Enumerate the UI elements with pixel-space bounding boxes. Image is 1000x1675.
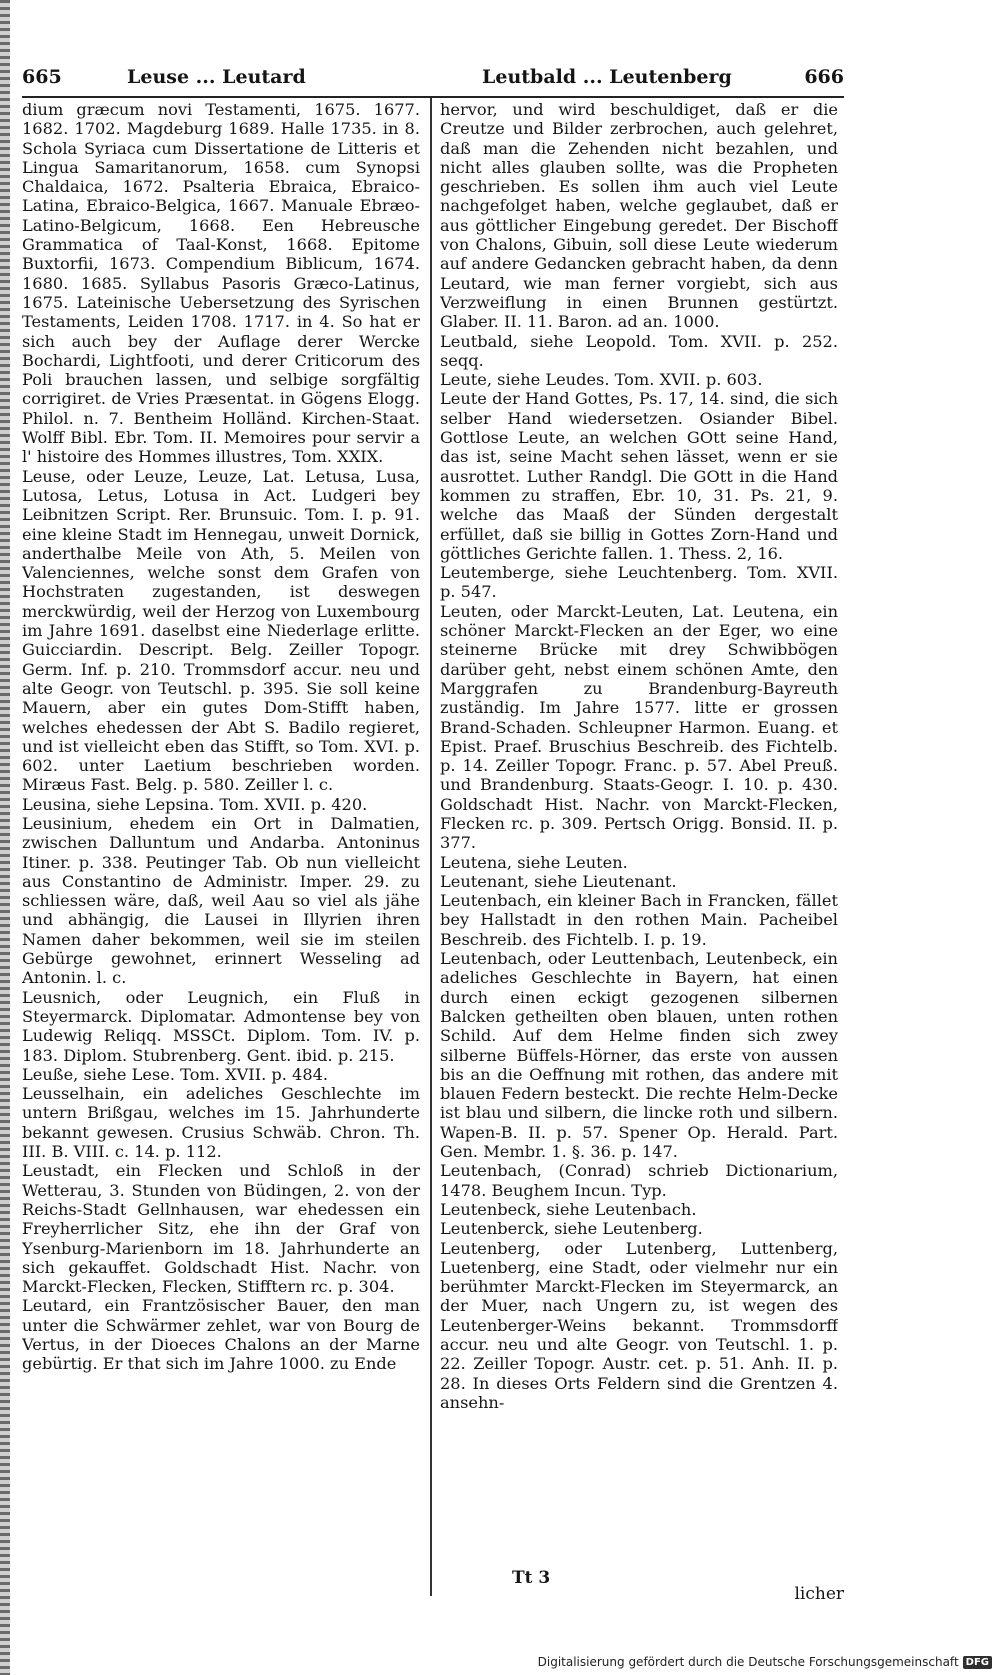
footer-text: Digitalisierung gefördert durch die Deutsche Forschungsgemeinschaft xyxy=(537,1655,959,1669)
catchword: licher xyxy=(794,1584,844,1604)
entry-text: Leutenbeck, siehe Leutenbach. xyxy=(440,1199,697,1219)
entry-text: Leute der Hand Gottes, Ps. 17, 14. sind, die sich selber Hand wiedersetzen. Osiander Bibel. Gottlose Leute, an welchen GOtt seine Hand, das ist, seine Macht sehen lässet, wenn er sie ausrottet. Luther Randgl. Die GOtt in die Hand kommen zu straffen, Ebr. 10, 31. Ps. 21, 9. welche das Maaß der Sünden dergestalt erfüllet, daß sie billig in Gottes Zorn-Hand und göttliches Gerichte fallen. 1. Thess. 2, 16. xyxy=(440,389,838,563)
page-number-left: 665 xyxy=(22,66,62,88)
entry-text: Leuse, oder Leuze, Leuze, Lat. Letusa, Lusa, Lutosa, Letus, Lotusa in Act. Ludgeri bey Leibnitzen Script. Rer. Brunsuic. Tom. I. p. 91. eine kleine Stadt im Hennegau, unweit Dornick, anderthalbe Meile von Ath, 5. Meilen von Valenciennes, welche sonst dem Grafen von Hochstraten zugestanden, ist deswegen merckwürdig, weil der Herzog von Luxembourg im Jahre 1691. daselbst eine Niederlage erlitte. Guicciardin. Descript. Belg. Zeiller Topogr. Germ. Inf. p. 210. Trommsdorf accur. neu und alte Geogr. von Teutschl. p. 395. Sie soll keine Mauern, aber ein gutes Dom-Stifft haben, welches ehedessen der Abt S. Badilo regieret, und ist vielleicht eben das Stifft, so Tom. XVI. p. 602. unter Laetium beschrieben worden. Miræus Fast. Belg. p. 580. Zeiller l. c. xyxy=(22,466,420,795)
scan-edge xyxy=(0,0,10,1675)
entry-text: Leuten, oder Marckt-Leuten, Lat. Leutena, ein schöner Marckt-Flecken an der Eger, wo eine steinerne Brücke mit drey Schwibbögen darüber geht, nebst einem schönen Amte, den Marggrafen zu Brandenburg-Bayreuth zuständig. Im Jahre 1577. litte er grossen Brand-Schaden. Schleupner Harmon. Euang. et Epist. Praef. Bruschius Beschreib. des Fichtelb. p. 14. Zeiller Topogr. Franc. p. 57. Abel Preuß. und Brandenburg. Staats-Geogr. I. 10. p. 430. Goldschadt Hist. Nachr. von Marckt-Flecken, Flecken rc. p. 309. Pertsch Origg. Bonsid. II. p. 377. xyxy=(440,601,838,853)
header-keywords-left: Leuse ... Leutard xyxy=(127,66,306,88)
dfg-logo: DFG xyxy=(963,1656,992,1669)
column-divider xyxy=(430,98,432,1596)
entry-text: Leutard, ein Frantzösischer Bauer, den man unter die Schwärmer zehlet, war von Bourg de Vertus, in der Dioeces Chalons an der Marne gebürtig. Er that sich im Jahre 1000. zu Ende xyxy=(22,1296,420,1374)
left-column xyxy=(22,100,420,1600)
entry-text: Leutemberge, siehe Leuchtenberg. Tom. XVII. p. 547. xyxy=(440,563,838,602)
entry-text: Leutbald, siehe Leopold. Tom. XVII. p. 252. seqq. xyxy=(440,331,838,370)
entry-text: Leuße, siehe Lese. Tom. XVII. p. 484. xyxy=(22,1064,329,1084)
entry-text: Leusina, siehe Lepsina. Tom. XVII. p. 420. xyxy=(22,794,368,814)
running-header xyxy=(22,60,844,100)
entry-text: Leutenant, siehe Lieutenant. xyxy=(440,871,677,891)
entry-text: Leustadt, ein Flecken und Schloß in der Wetterau, 3. Stunden von Büdingen, 2. von der Reichs-Stadt Gellnhausen, war ehedessen ein Freyherrlicher Sitz, ehe ihn der Graf von Ysenburg-Marienborn im 18. Jahrhunderte an sich gekauffet. Goldschadt Hist. Nachr. von Marckt-Flecken, Flecken, Stifftern rc. p. 304. xyxy=(22,1161,420,1297)
entry-text: Leusnich, oder Leugnich, ein Fluß in Steyermarck. Diplomatar. Admontense bey von Ludewig Reliqq. MSSCt. Diplom. Tom. IV. p. 183. Diplom. Stubrenberg. Gent. ibid. p. 215. xyxy=(22,987,420,1065)
header-keywords-right: Leutbald ... Leutenberg xyxy=(482,66,732,88)
entry-text: Leutenbach, (Conrad) schrieb Dictionarium, 1478. Beughem Incun. Typ. xyxy=(440,1161,838,1200)
entry-text: Leutenberg, oder Lutenberg, Luttenberg, Luetenberg, eine Stadt, oder vielmehr nur ein berühmter Marckt-Flecken im Steyermarck, an der Muer, nach Ungern zu, ist wegen des Leutenberger-Weins bekannt. Trommsdorff accur. neu und alte Geogr. von Teutschl. 1. p. 22. Zeiller Topogr. Austr. cet. p. 51. Anh. II. p. 28. In dieses Orts Feldern sind die Grentzen 4. ansehn- xyxy=(440,1238,838,1412)
page-number-right: 666 xyxy=(804,66,844,88)
right-column xyxy=(440,100,838,1600)
entry-text: hervor, und wird beschuldiget, daß er die Creutze und Bilder zerbrochen, auch gelehret, daß man die Zehenden nicht bezahlen, und nicht alles glauben sollte, was die Propheten geschrieben. Es sollen ihm auch viel Leute nachgefolget haben, welche geglaubet, daß er aus göttlicher Eingebung geredet. Der Bischoff von Chalons, Gibuin, soll diese Leute wiederum auf andere Gedancken gebracht haben, da denn Leutard, wie man ferner vorgiebt, sich aus Verzweiflung in einen Brunnen gestürtzt. Glaber. II. 11. Baron. ad an. 1000. xyxy=(440,100,838,332)
entry-text: Leutenbach, oder Leuttenbach, Leutenbeck, ein adeliches Geschlechte in Bayern, hat einen durch einen eckigt gezogenen silbernen Balcken getheilten oben blauen, unten rothen Schild. Auf dem Helme finden sich zwey silberne Büffels-Hörner, das erste von aussen bis an die Oeffnung mit rothen, das andere mit blauen Federn besteckt. Die rechte Helm-Decke ist blau und silbern, die lincke roth und silbern. Wapen-B. II. p. 57. Spener Op. Herald. Part. Gen. Membr. 1. §. 36. p. 147. xyxy=(440,949,838,1162)
header-rule xyxy=(22,96,844,98)
entry-text: dium græcum novi Testamenti, 1675. 1677. 1682. 1702. Magdeburg 1689. Halle 1735. in 8. Schola Syriaca cum Dissertatione de Litteris et Lingua Samaritanorum, 1658. cum Synopsi Chaldaica, 1672. Psalteria Ebraica, Ebraico-Latina, Ebraico-Belgica, 1667. Manuale Ebræo-Latino-Belgicum, 1668. Een Hebreusche Grammatica of Taal-Konst, 1668. Epitome Buxtorfii, 1673. Compendium Biblicum, 1674. 1680. 1685. Syllabus Pasoris Græco-Latinus, 1675. Lateinische Uebersetzung des Syrischen Testaments, Leiden 1708. 1717. in 4. So hat er sich auch bey der Auflage derer Wercke Bochardi, Lightfooti, und derer Criticorum des Poli brauchen lassen, und selbige sorgfältig corrigiret. de Vries Præsentat. in Gögens Elogg. Philol. n. 7. Bentheim Holländ. Kirchen-Staat. Wolff Bibl. Ebr. Tom. II. Memoires pour servir a l' histoire des Hommes illustres, Tom. XXIX. xyxy=(22,100,420,467)
entry-text: Leusselhain, ein adeliches Geschlechte im untern Brißgau, welches im 15. Jahrhunderte bekannt gewesen. Crusius Schwäb. Chron. Th. III. B. VIII. c. 14. p. 112. xyxy=(22,1084,420,1162)
entry-text: Leutena, siehe Leuten. xyxy=(440,852,628,872)
book-page xyxy=(22,60,844,1610)
entry-text: Leutenbach, ein kleiner Bach in Francken, fället bey Hallstadt in den rothen Main. Pacheibel Beschreib. des Fichtelb. I. p. 19. xyxy=(440,891,838,949)
entry-text: Leutenberck, siehe Leutenberg. xyxy=(440,1219,703,1239)
digitization-footer xyxy=(538,1655,992,1669)
entry-text: Leusinium, ehedem ein Ort in Dalmatien, zwischen Dalluntum und Andarba. Antoninus Itiner. p. 338. Peutinger Tab. Ob nun vielleicht aus Constantino de Administr. Imper. 29. zu schliessen wäre, daß, weil Aau so viel als jähe und abhängig, die Lausei in Illyrien ihren Namen daher bekommen, weil sie im steilen Gebürge gewohnet, erinnert Wesseling ad Antonin. l. c. xyxy=(22,813,420,988)
signature-mark: Tt 3 xyxy=(512,1568,551,1588)
entry-text: Leute, siehe Leudes. Tom. XVII. p. 603. xyxy=(440,370,763,390)
